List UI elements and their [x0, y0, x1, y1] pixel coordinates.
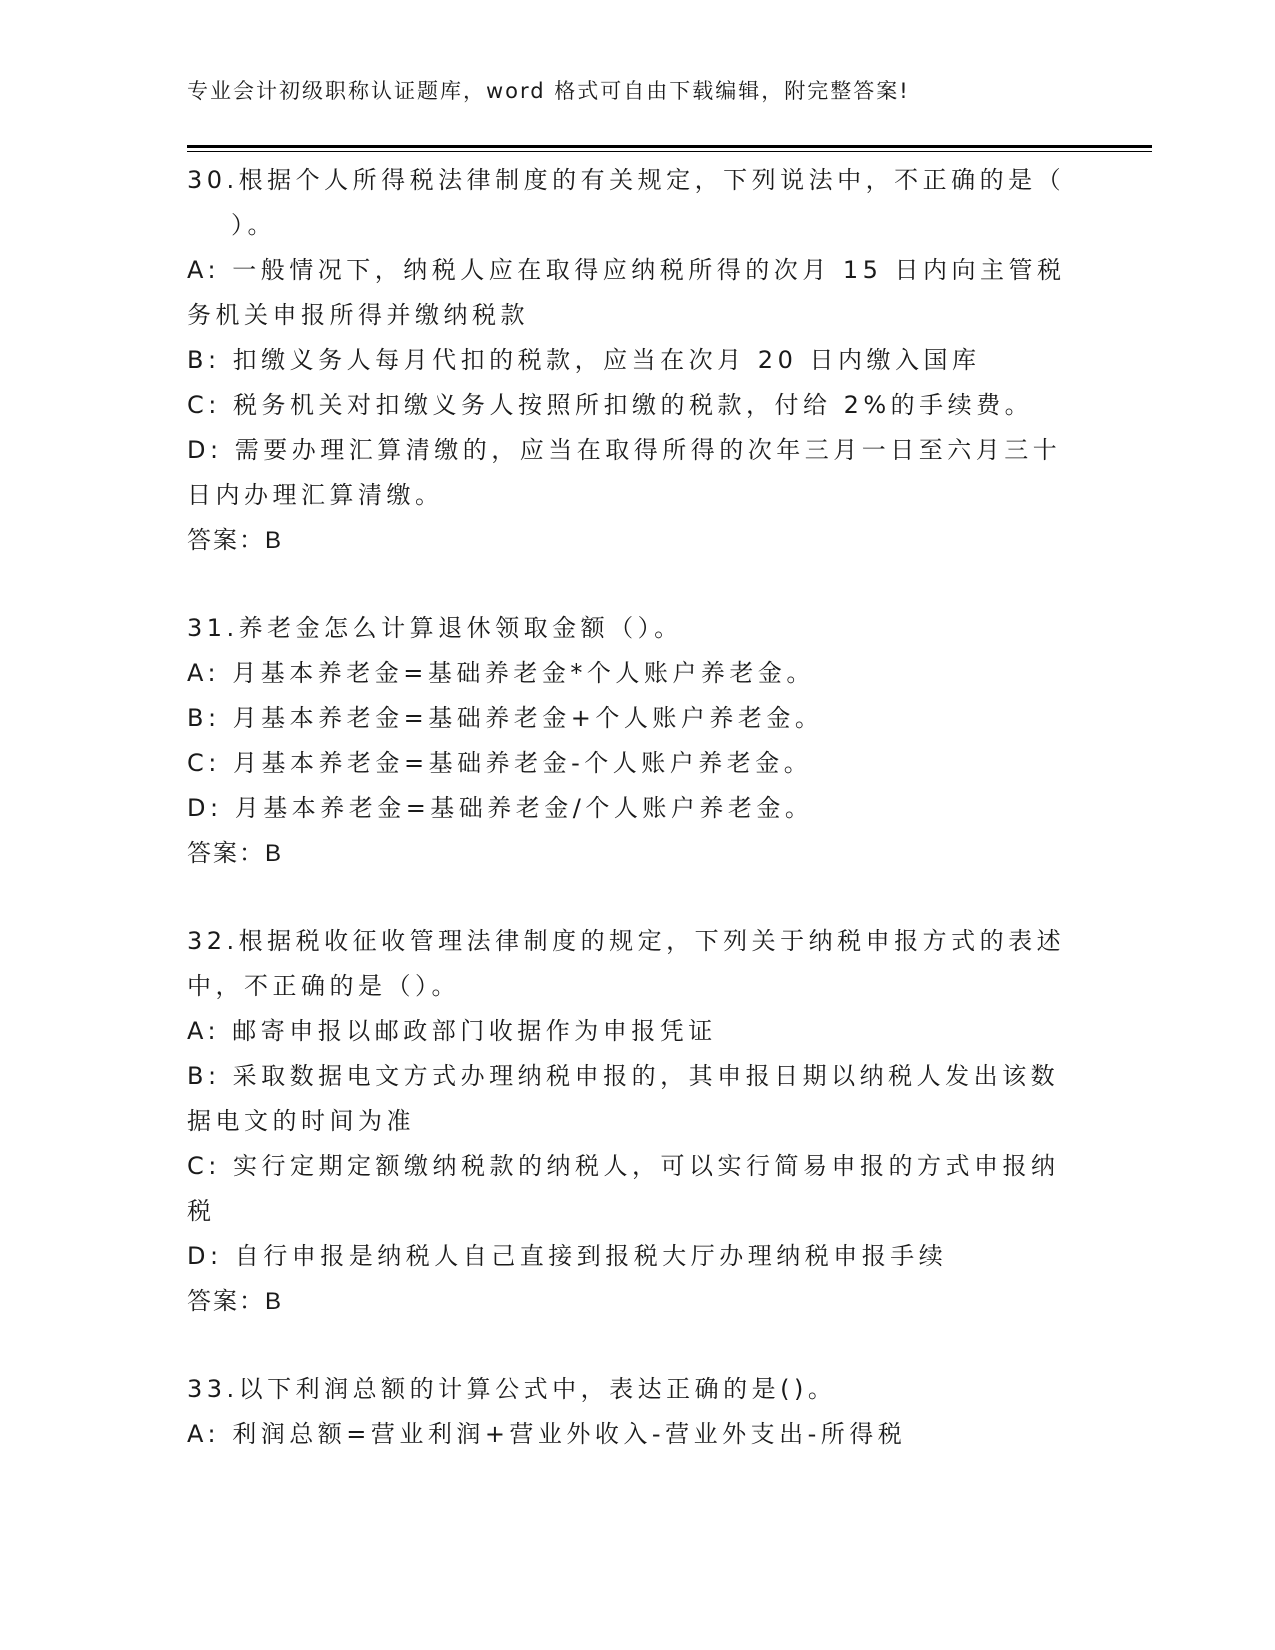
- question-30-option-a-cont: 务机关申报所得并缴纳税款: [187, 301, 529, 329]
- question-30-option-a: A: 一般情况下，纳税人应在取得应纳税所得的次月 15 日内向主管税: [187, 256, 1066, 284]
- question-32-option-b-cont: 据电文的时间为准: [187, 1107, 415, 1135]
- question-30-option-c: C: 税务机关对扣缴义务人按照所扣缴的税款，付给 2%的手续费。: [187, 391, 1034, 419]
- question-31-option-a: A: 月基本养老金=基础养老金*个人账户养老金。: [187, 659, 815, 687]
- question-31-option-d: D: 月基本养老金=基础养老金/个人账户养老金。: [187, 794, 814, 822]
- question-33-stem: 33.以下利润总额的计算公式中，表达正确的是()。: [187, 1375, 837, 1403]
- question-32-option-d: D: 自行申报是纳税人自己直接到报税大厅办理纳税申报手续: [187, 1242, 948, 1270]
- question-31-option-c: C: 月基本养老金=基础养老金-个人账户养老金。: [187, 749, 813, 777]
- question-33-option-a: A: 利润总额=营业利润+营业外收入-营业外支出-所得税: [187, 1420, 907, 1448]
- question-32: [187, 919, 1077, 1324]
- page-header: 专业会计初级职称认证题库，word 格式可自由下载编辑，附完整答案!: [187, 79, 910, 103]
- question-31-answer: 答案：B: [187, 840, 284, 867]
- question-30-stem-cont: ）。: [231, 211, 276, 239]
- question-31: [187, 606, 1077, 876]
- question-32-stem-cont: 中，不正确的是（）。: [187, 972, 460, 1000]
- question-30-option-d-cont: 日内办理汇算清缴。: [187, 481, 444, 509]
- question-32-option-c-cont: 税: [187, 1197, 216, 1225]
- question-32-stem: 32.根据税收征收管理法律制度的规定，下列关于纳税申报方式的表述: [187, 927, 1066, 955]
- questions-container: [187, 158, 1077, 1457]
- question-32-option-a: A: 邮寄申报以邮政部门收据作为申报凭证: [187, 1017, 717, 1045]
- question-32-option-b: B: 采取数据电文方式办理纳税申报的，其申报日期以纳税人发出该数: [187, 1062, 1060, 1090]
- question-30-option-d: D: 需要办理汇算清缴的，应当在取得所得的次年三月一日至六月三十: [187, 436, 1062, 464]
- question-33: [187, 1367, 1077, 1457]
- question-31-option-b: B: 月基本养老金=基础养老金+个人账户养老金。: [187, 704, 824, 732]
- question-30-option-b: B: 扣缴义务人每月代扣的税款，应当在次月 20 日内缴入国库: [187, 346, 981, 374]
- header-rule-thin: [187, 151, 1152, 152]
- question-32-option-c: C: 实行定期定额缴纳税款的纳税人，可以实行简易申报的方式申报纳: [187, 1152, 1060, 1180]
- header-rule-thick: [187, 145, 1152, 148]
- question-30: [187, 158, 1077, 563]
- question-31-stem: 31.养老金怎么计算退休领取金额（）。: [187, 614, 683, 642]
- question-30-stem: 30.根据个人所得税法律制度的有关规定，下列说法中，不正确的是（: [187, 166, 1066, 194]
- question-32-answer: 答案：B: [187, 1288, 284, 1315]
- question-30-answer: 答案：B: [187, 527, 284, 554]
